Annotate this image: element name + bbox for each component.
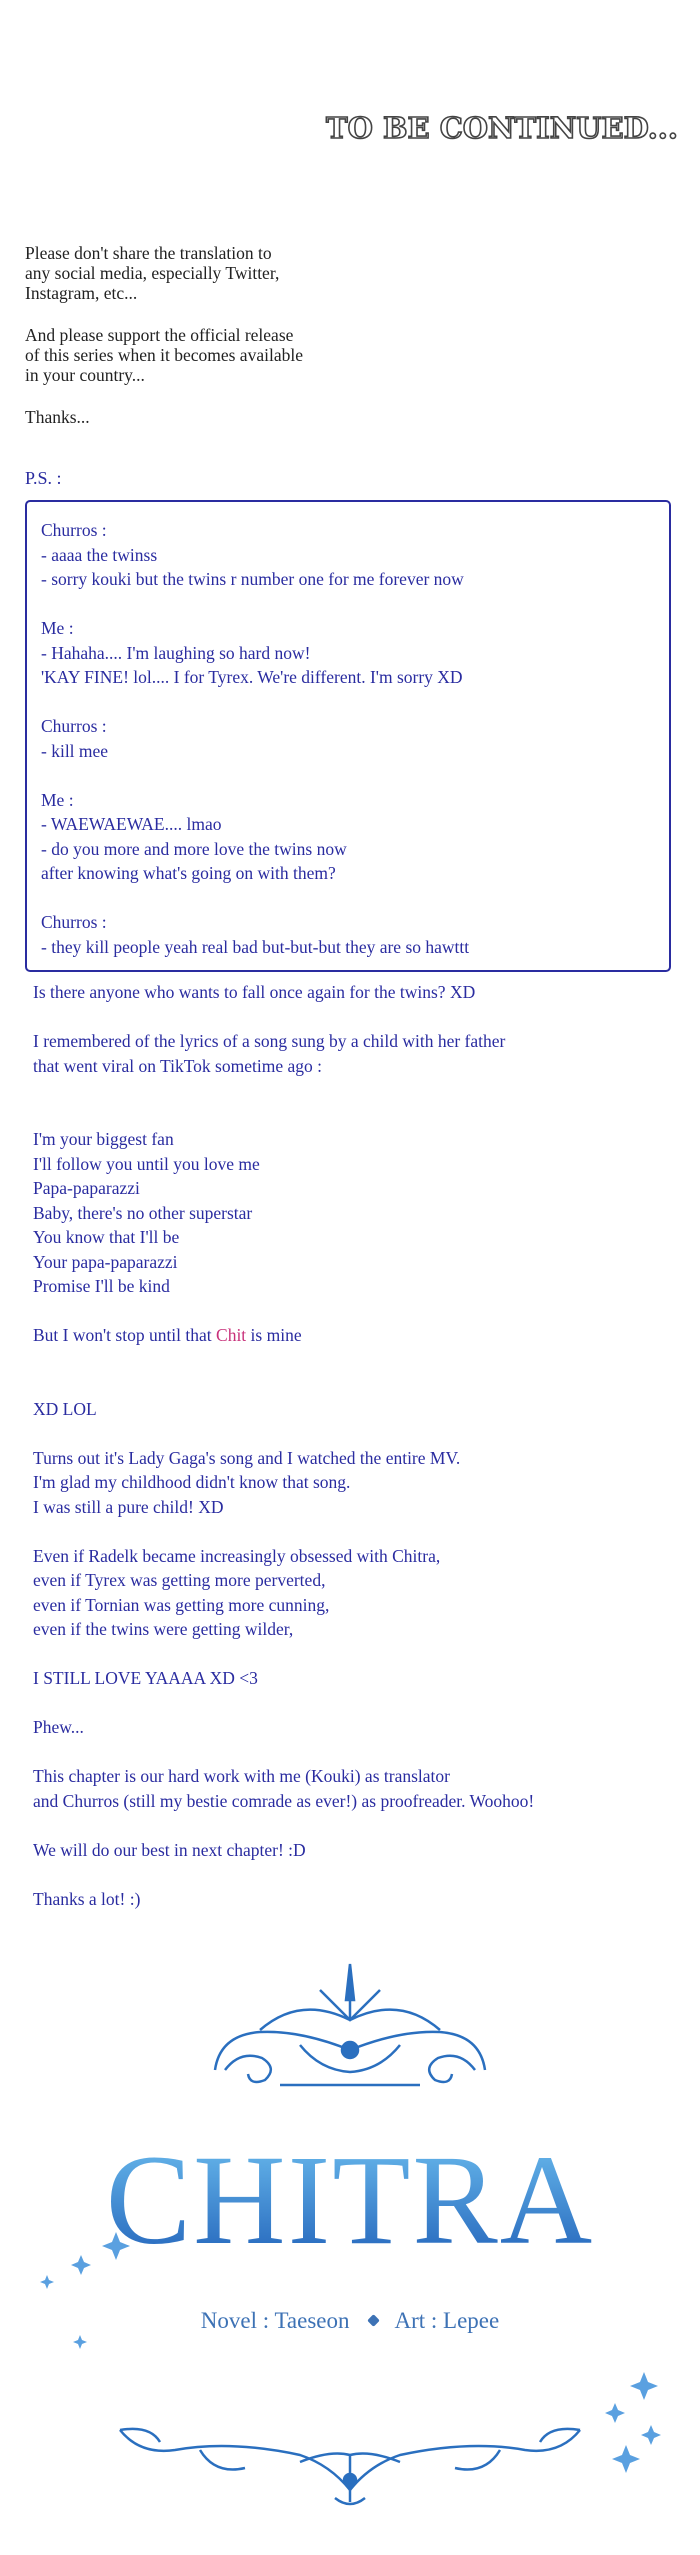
afterword-paragraph: I remembered of the lyrics of a song sung by a child with her father that went viral on TikTok sometime ago : <box>33 1031 506 1076</box>
credits-line <box>0 2308 700 2334</box>
lyrics-block <box>33 1103 673 1373</box>
chat-block: Churros : - kill mee <box>41 716 109 761</box>
to-be-continued-heading <box>300 108 680 148</box>
afterword-paragraph: We will do our best in next chapter! :D <box>33 1839 306 1860</box>
chat-block: Me : - WAEWAEWAE.... lmao - do you more and more love the twins now after knowing what's going on with them? <box>41 789 347 883</box>
lyrics-last-line <box>33 1323 673 1348</box>
lyric-text: But I won't stop until that <box>33 1325 217 1345</box>
afterword <box>33 980 673 1936</box>
afterword-paragraph: XD LOL <box>33 1398 97 1419</box>
lyric-text: is mine <box>246 1325 302 1345</box>
afterword-paragraph: Thanks a lot! :) <box>33 1888 141 1909</box>
lyrics-lines: I'm your biggest fan I'll follow you until you love me Papa-paparazzi Baby, there's no other superstar You know that I'll be Your papa-paparazzi Promise I'll be kind <box>33 1129 260 1296</box>
series-title: CHITRA <box>0 2130 700 2270</box>
afterword-paragraph: This chapter is our hard work with me (Kouki) as translator and Churros (still my bestie comrade as ever!) as proofreader. Woohoo! <box>33 1766 535 1811</box>
notice-paragraph: Thanks... <box>25 407 90 427</box>
afterword-paragraph: Is there anyone who wants to fall once again for the twins? XD <box>33 982 476 1002</box>
crown-ornament-icon <box>215 1964 485 2085</box>
notice-paragraph: And please support the official release of this series when it becomes available in your country... <box>25 325 303 385</box>
chat-block: Churros : - they kill people yeah real bad but-but-but they are so hawttt <box>41 912 470 957</box>
chat-log-box <box>25 500 671 972</box>
ps-label: P.S. : <box>25 468 62 488</box>
diamond-separator-icon <box>368 2314 381 2327</box>
afterword-paragraph: Phew... <box>33 1717 84 1737</box>
afterword-paragraph: Turns out it's Lady Gaga's song and I watched the entire MV. I'm glad my childhood didn't know that song. I was still a pure child! XD <box>33 1447 461 1517</box>
bottom-ornament-icon <box>120 2429 580 2504</box>
to-be-continued-text: TO BE CONTINUED... <box>326 111 678 145</box>
art-credit: Art : Lepee <box>394 2308 500 2333</box>
chat-block: Me : - Hahaha.... I'm laughing so hard now! 'KAY FINE! lol.... I for Tyrex. We're different. I'm sorry XD <box>41 618 463 687</box>
notice-paragraph: Please don't share the translation to any social media, especially Twitter, Instagram, etc... <box>25 243 280 303</box>
chat-block: Churros : - aaaa the twinss - sorry kouki but the twins r number one for me forever now <box>41 520 464 589</box>
afterword-paragraph: Even if Radelk became increasingly obsessed with Chitra, even if Tyrex was getting more perverted, even if Tornian was getting more cunning, even if the twins were getting wilder, <box>33 1545 441 1639</box>
lyric-highlight: Chit <box>216 1325 247 1345</box>
novel-credit: Novel : Taeseon <box>200 2308 350 2333</box>
afterword-paragraph: I STILL LOVE YAAAA XD <3 <box>33 1668 258 1688</box>
translator-notice <box>25 243 445 449</box>
